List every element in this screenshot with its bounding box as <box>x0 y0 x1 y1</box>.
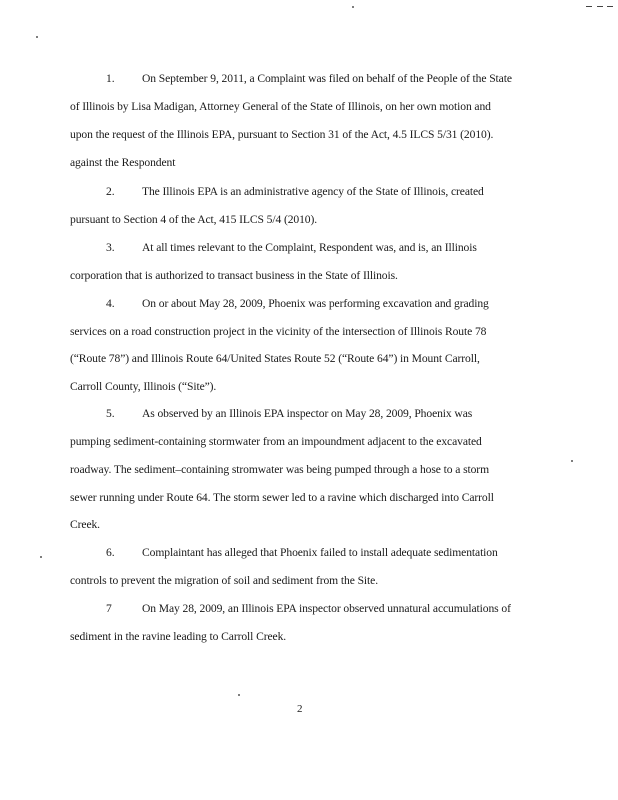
scan-speck <box>238 694 240 696</box>
paragraph-5-line-5: Creek. <box>70 518 100 531</box>
paragraph-7-line-2: sediment in the ravine leading to Carroll Creek. <box>70 630 287 643</box>
paragraph-4-line-3: (“Route 78”) and Illinois Route 64/United States Route 52 (“Route 64”) in Mount Carroll, <box>70 352 480 365</box>
paragraph-5-line-2: pumping sediment-containing stormwater from an impoundment adjacent to the excavated <box>70 435 482 448</box>
paragraph-4-line-2: services on a road construction project in the vicinity of the intersection of Illinois Route 78 <box>70 325 487 338</box>
paragraph-5-line-1: 5. As observed by an Illinois EPA inspector on May 28, 2009, Phoenix was <box>106 407 473 420</box>
paragraph-7-line-1: 7 On May 28, 2009, an Illinois EPA inspector observed unnatural accumulations of <box>106 602 511 615</box>
scan-speck <box>571 460 573 462</box>
paragraph-4-line-4: Carroll County, Illinois (“Site”). <box>70 380 217 393</box>
scan-mark <box>607 6 613 7</box>
paragraph-5-line-4: sewer running under Route 64. The storm sewer led to a ravine which discharged into Carroll <box>70 491 494 504</box>
paragraph-1-line-4: against the Respondent <box>70 156 176 169</box>
paragraph-1-line-2: of Illinois by Lisa Madigan, Attorney General of the State of Illinois, on her own motion and <box>70 100 491 113</box>
paragraph-5-line-3: roadway. The sediment–containing stromwater was being pumped through a hose to a storm <box>70 463 489 476</box>
scan-speck <box>40 556 42 558</box>
paragraph-6-line-2: controls to prevent the migration of soil and sediment from the Site. <box>70 574 378 587</box>
scan-mark <box>586 6 592 7</box>
paragraph-2-line-1: 2. The Illinois EPA is an administrative agency of the State of Illinois, created <box>106 185 484 198</box>
paragraph-1-line-3: upon the request of the Illinois EPA, pursuant to Section 31 of the Act, 4.5 ILCS 5/31 (2010). <box>70 128 494 141</box>
scan-mark <box>597 6 603 7</box>
scan-speck <box>36 36 38 38</box>
scan-speck <box>352 6 354 8</box>
paragraph-4-line-1: 4. On or about May 28, 2009, Phoenix was performing excavation and grading <box>106 297 489 310</box>
paragraph-3-line-1: 3. At all times relevant to the Complaint, Respondent was, and is, an Illinois <box>106 241 477 254</box>
page-number: 2 <box>297 703 303 715</box>
paragraph-1-line-1: 1. On September 9, 2011, a Complaint was filed on behalf of the People of the State <box>106 72 512 85</box>
paragraph-2-line-2: pursuant to Section 4 of the Act, 415 ILCS 5/4 (2010). <box>70 213 318 226</box>
paragraph-6-line-1: 6. Complaintant has alleged that Phoenix failed to install adequate sedimentation <box>106 546 498 559</box>
paragraph-3-line-2: corporation that is authorized to transact business in the State of Illinois. <box>70 269 398 282</box>
